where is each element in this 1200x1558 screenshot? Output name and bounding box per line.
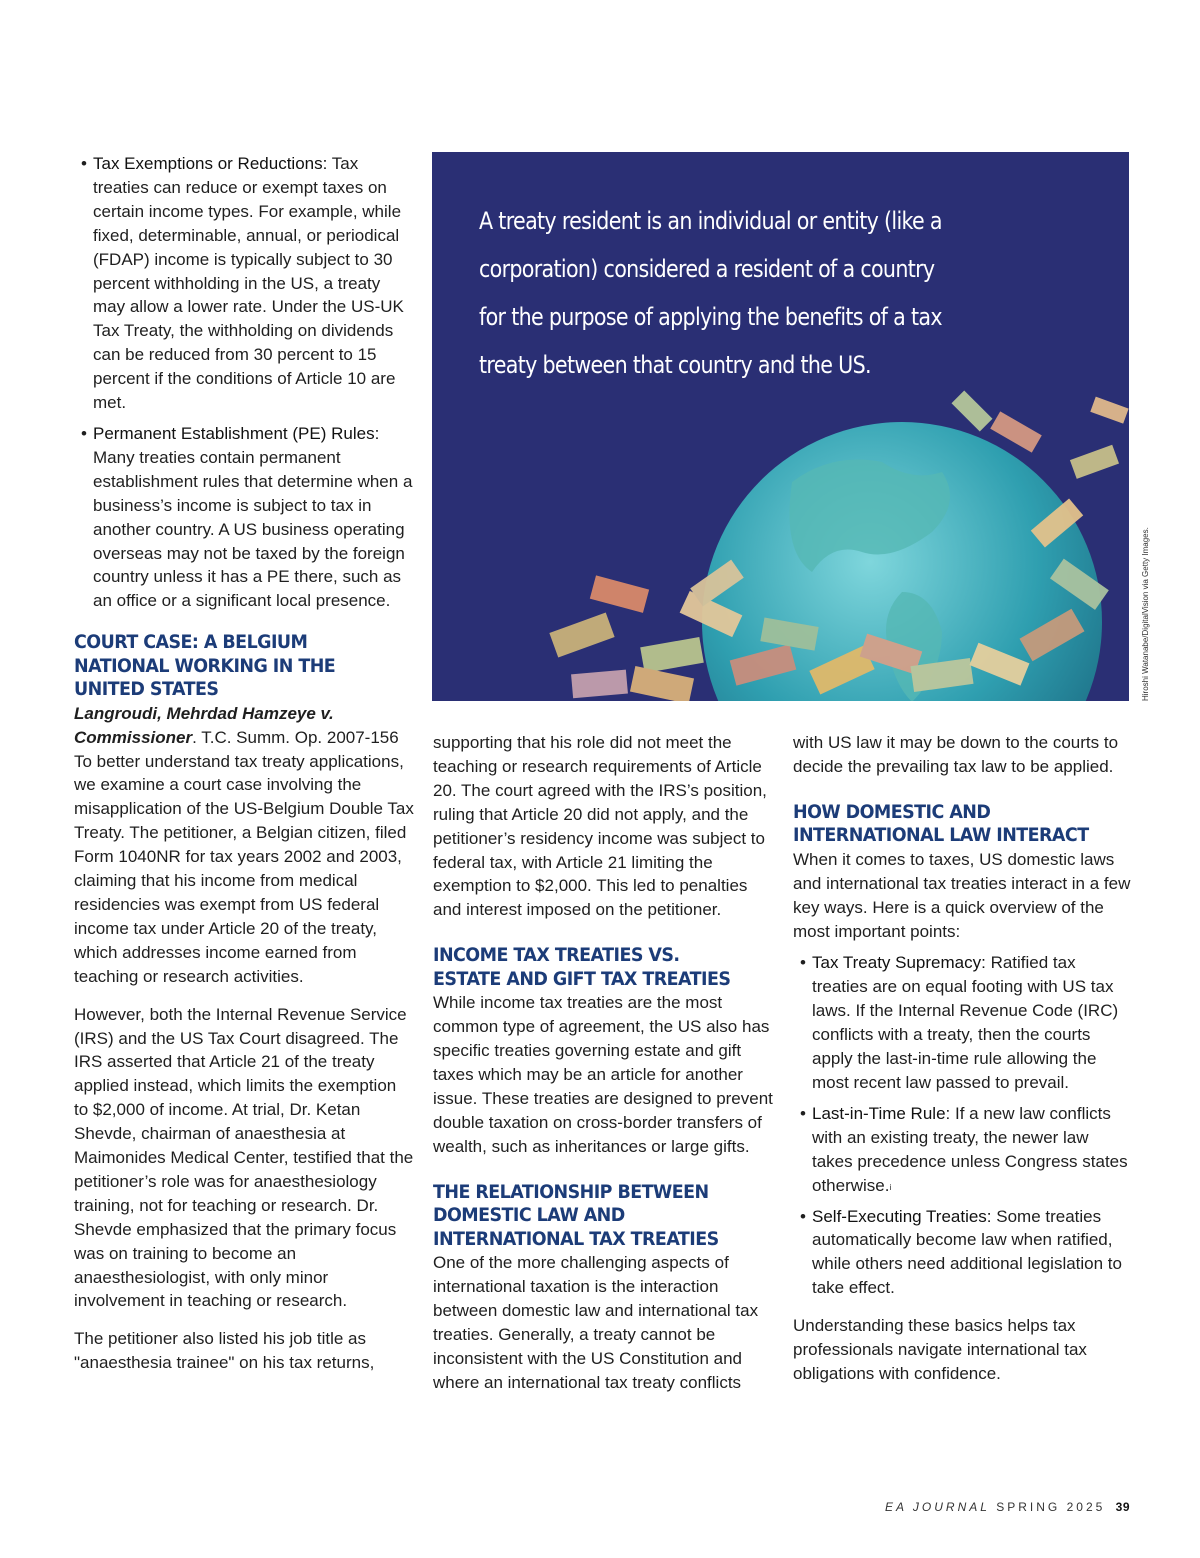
benefit-list <box>74 152 414 613</box>
hero-image <box>432 152 1129 701</box>
paragraph: When it comes to taxes, US domestic laws and international tax treaties interact in a few key ways. Here is a quick overview of the most important points: <box>793 849 1131 941</box>
list-item <box>74 422 414 613</box>
paragraph: To better understand tax treaty applications, we examine a court case involving the misapplication of the US-Belgium Double Tax Treaty. The petitioner, a Belgian citizen, filed Form 1040NR for tax years 2002 and 2003, claiming that his income from medical residencies was exempt from US federal income tax under Article 20 of the treaty, which addresses income earned from teaching or research activities. <box>74 751 414 986</box>
paragraph: One of the more challenging aspects of international taxation is the interaction between domestic law and international tax treaties. Generally, a treaty cannot be inconsistent with the US Constitution and where an international tax treaty conflicts <box>433 1253 759 1392</box>
paragraph: with US law it may be down to the courts to decide the prevailing tax law to be applied. <box>793 733 1119 776</box>
citation-reference: . T.C. Summ. Op. 2007-156 <box>192 727 399 747</box>
paragraph: While income tax treaties are the most common type of agreement, the US also has specific treaties governing estate and gift taxes which may be an article for another issue. These treaties are designed to prevent double taxation on cross-border transfers of wealth, such as inheritances or large gifts. <box>433 993 773 1156</box>
bullet-text: Ratified tax treaties are on equal footing with US tax laws. If the Internal Revenue Code (IRC) conflicts with a treaty, then the courts apply the last-in-time rule allowing the most recent law passed to prevail. <box>812 953 1119 1092</box>
bullet-text: Tax treaties can reduce or exempt taxes on certain income types. For example, while fixed, determinable, annual, or periodical (FDAP) income is typically subject to 30 percent withholding in the US, a treaty may allow a lower rate. Under the US-UK Tax Treaty, the withholding on dividends can be reduced from 30 percent to 15 percent if the conditions of Article 10 are met. <box>93 154 404 413</box>
list-item <box>74 152 414 415</box>
issue-label: SPRING 2025 <box>996 1500 1106 1514</box>
bullet-term: Permanent Establishment (PE) Rules: <box>93 423 380 443</box>
bullet-term: Tax Exemptions or Reductions: <box>93 154 328 173</box>
pull-quote: A treaty resident is an individual or entity (like a corporation) considered a resident of a country for the purpose of applying the benefits of a tax treaty between that country and the US. <box>479 207 942 379</box>
bullet-term: Self-Executing Treaties: <box>812 1206 992 1226</box>
column-left <box>74 152 414 1389</box>
paragraph: Understanding these basics helps tax professionals navigate international tax obligations with confidence. <box>793 1316 1087 1383</box>
list-item <box>793 1205 1133 1301</box>
heading-estate-gift: INCOME TAX TREATIES VS. ESTATE AND GIFT TAX TREATIES <box>433 944 731 990</box>
heading-court-case: COURT CASE: A BELGIUM NATIONAL WORKING IN THE UNITED STATES <box>74 631 336 701</box>
bullet-text: Many treaties contain permanent establishment rules that determine when a business’s income is subject to tax in another country. A US business operating overseas may not be taxed by the foreign country unless it has a PE there, such as an office or a significant local presence. <box>93 447 413 611</box>
heading-domestic-international: HOW DOMESTIC AND INTERNATIONAL LAW INTERACT <box>793 800 1089 847</box>
bullet-term: Tax Treaty Supremacy: <box>812 953 986 973</box>
magazine-name: EA JOURNAL <box>885 1500 990 1514</box>
column-right <box>793 731 1133 1400</box>
page-number: 39 <box>1115 1500 1130 1514</box>
bullet-text: Some treaties automatically become law when ratified, while others need additional legislation to take effect. <box>812 1206 1122 1298</box>
page-footer <box>885 1500 1130 1514</box>
list-item <box>793 951 1133 1094</box>
list-item <box>793 1102 1133 1198</box>
paragraph: The petitioner also listed his job title as "anaesthesia trainee" on his tax returns, <box>74 1329 375 1373</box>
bullet-term: Last-in-Time Rule <box>812 1103 946 1123</box>
key-points-list <box>793 951 1133 1300</box>
column-middle <box>433 731 773 1409</box>
paragraph: supporting that his role did not meet the teaching or research requirements of Article 20. The court agreed with the IRS’s position, ruling that Article 20 did not apply, and the petitioner’s residency income was subject to federal tax, with Article 21 limiting the exemption to $2,000. This led to penalties and interest imposed on the petitioner. <box>433 733 767 920</box>
paragraph: However, both the Internal Revenue Service (IRS) and the US Tax Court disagreed. The IRS asserted that Article 21 of the treaty applied instead, which limits the exemption to $2,000 of income. At trial, Dr. Ketan Shevde, chairman of anaesthesia at Maimonides Medical Center, testified that the petitioner’s role was for anaesthesiology training, not for teaching or research. Dr. Shevde emphasized that the primary focus was on training to become an anaesthesiologist, with only minor involvement in teaching or research. <box>74 1004 414 1311</box>
citation-title: Langroudi, Mehrdad Hamzeye v. Commissioner <box>74 703 334 747</box>
footnote-marker: i <box>889 1182 892 1192</box>
bullet-text: : If a new law conflicts with an existing treaty, the newer law takes precedence unless Congress states otherwise. <box>812 1103 1128 1195</box>
photo-credit: Hiroshi Watanabe/DigitalVision via Getty Images. <box>1141 527 1150 701</box>
case-citation <box>74 702 414 750</box>
heading-relationship: THE RELATIONSHIP BETWEEN DOMESTIC LAW AND INTERNATIONAL TAX TREATIES <box>433 1180 719 1250</box>
